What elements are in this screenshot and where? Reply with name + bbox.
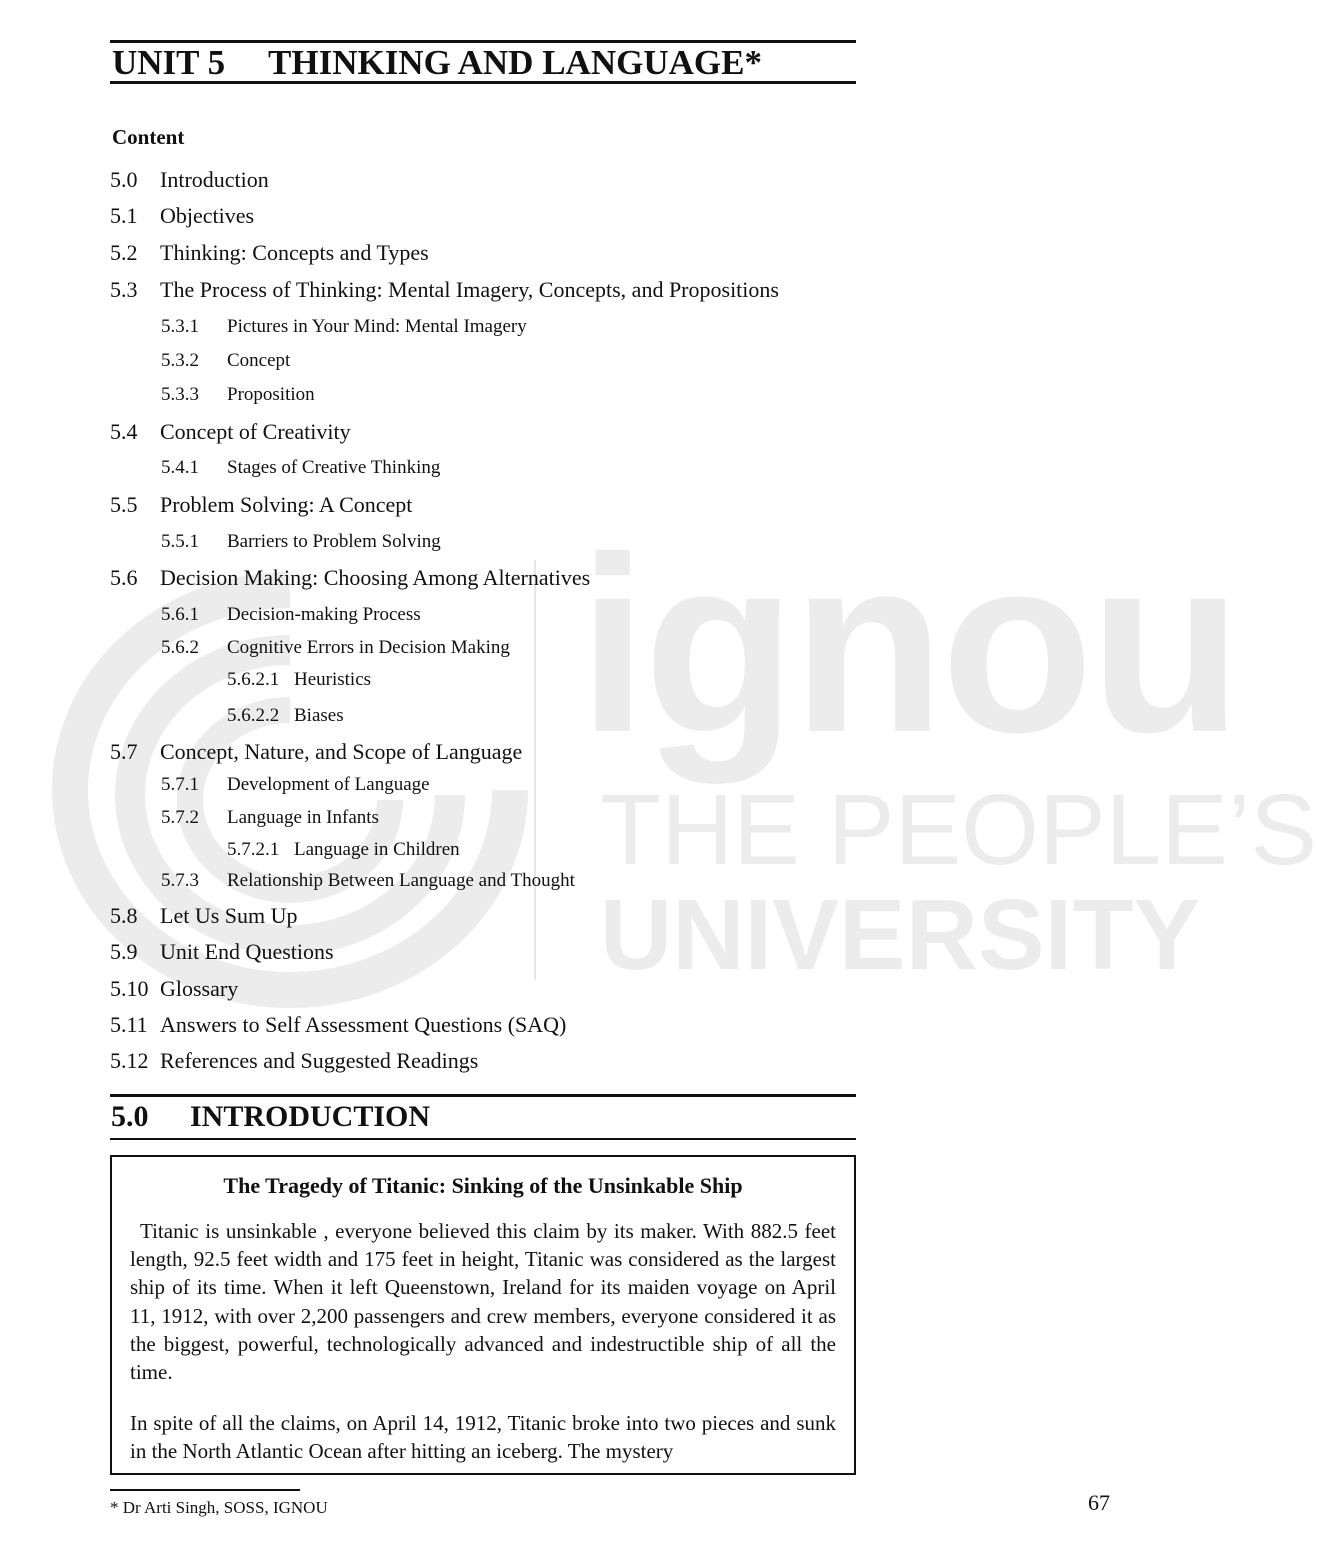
case-study-box <box>110 1155 856 1475</box>
unit-number: UNIT 5 <box>112 43 226 82</box>
page-number: 67 <box>1088 1490 1110 1515</box>
page: UNIT 5 THINKING AND LANGUAGE* Content 5.0 Introduction 5.1 Objectives 5.2 Thinking: Concepts and Types 5.3 The Process of Thinking: Mental Imagery, Concepts, and Propositions 5.3.1 Pictures in Your Mind: Mental Imagery 5.3.2 Concept 5.3.3 Proposition 5.4 Concept of Creativity 5.4.1 Stages of Creative Thinking 5.5 Problem Solving: A Concept 5.5.1 Barriers to Problem Solving 5.6 Decision Making: Choosing Among Alternatives 5.6.1 Decision-making Process 5.6.2 Cognitive Errors in Decision Making 5.6.2.1 Heuristics 5.6.2.2 Biases 5.7 Concept, Nature, and Scope of Language 5.7.1 Development of Language 5.7.2 Language in Infants 5.7.2.1 Language in Children 5.7.3 Relationship Between Language and Thought 5.8 Let Us Sum Up 5.9 Unit End Questions 5.10 Glossary 5.11 Answers to Self Assessment Questions (SAQ) 5.12 References and Suggested Readings 5.0 INTRODUCTION The Tragedy of Titanic: Sinking of the Unsinkable Ship Titanic is unsinkable , everyone believed this claim by its maker. With 882.5 feet length, 92.5 feet width and 175 feet in height, Titanic was considered as the largest ship of its time. When it left Queenstown, Ireland for its maiden voyage on April 11, 1912, with over 2,200 passengers and crew members, everyone considered it as the biggest, powerful, technologically advanced and indestructible ship of all the time. In spite of all the claims, on April 14, 1912, Titanic broke into two pieces and sunk in the North Atlantic Ocean after hitting an iceberg. The mystery * Dr Arti Singh, SOSS, IGNOU 67 <box>0 0 1200 1553</box>
box-title: The Tragedy of Titanic: Sinking of the Unsinkable Ship <box>223 1173 743 1198</box>
watermark-line-2: UNIVERSITY <box>600 879 1201 991</box>
content-label: Content <box>112 125 185 149</box>
section-number: 5.0 <box>111 1100 149 1133</box>
footnote-rule <box>110 1489 300 1491</box>
watermark-line-1: THE PEOPLE’S <box>600 774 1317 886</box>
box-paragraph-1: Titanic is unsinkable , everyone believed this claim by its maker. With 882.5 feet length, 92.5 feet width and 175 feet in height, Titanic was considered as the largest ship of its time. When it left Queenstown, Ireland for its maiden voyage on April 11, 1912, with over 2,200 passengers and crew members, everyone considered it as the biggest, powerful, technologically advanced and indestructible ship of all the time. <box>130 1219 836 1385</box>
unit-title: THINKING AND LANGUAGE* <box>268 43 762 82</box>
footnote: * Dr Arti Singh, SOSS, IGNOU <box>110 1498 328 1517</box>
section-heading <box>110 1094 856 1140</box>
section-title: INTRODUCTION <box>190 1100 431 1133</box>
unit-heading <box>110 40 856 84</box>
watermark-brand: ignou <box>578 505 1239 784</box>
box-paragraph-2: In spite of all the claims, on April 14, 1912, Titanic broke into two pieces and sunk in the North Atlantic Ocean after hitting an iceberg. The mystery <box>130 1411 836 1464</box>
